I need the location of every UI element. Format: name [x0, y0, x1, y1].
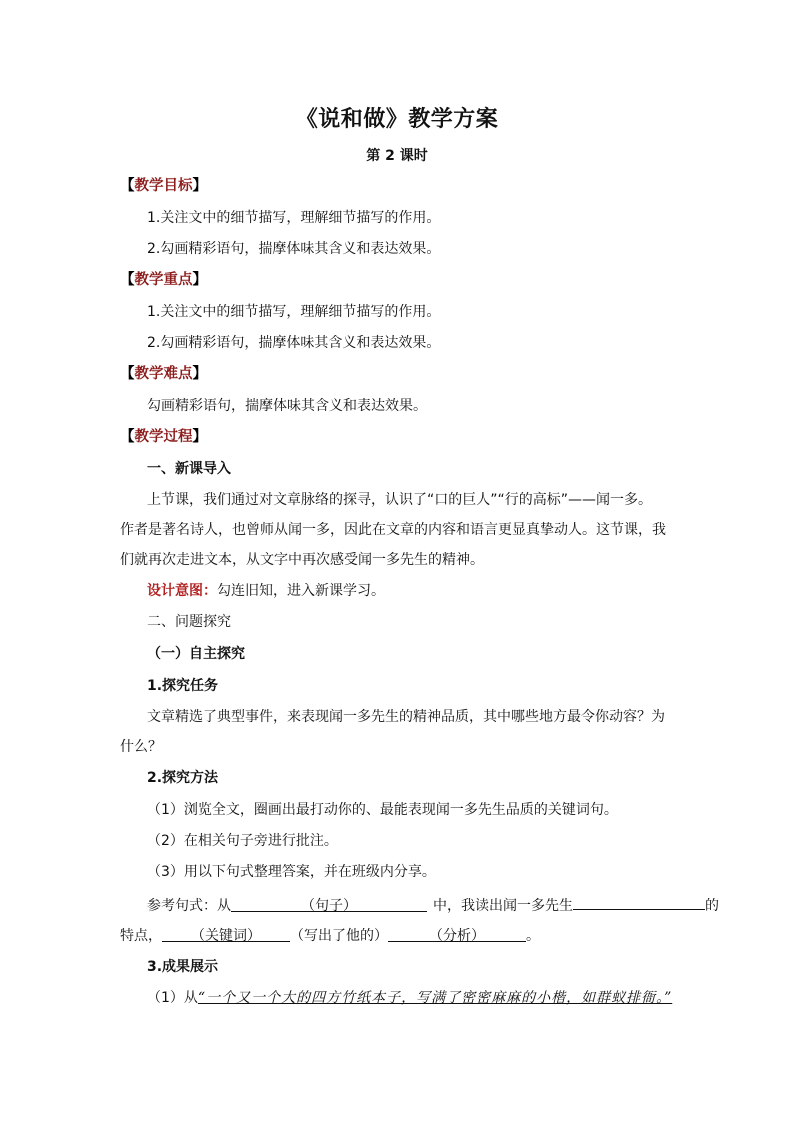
- method-item: （3）用以下句式整理答案，并在班级内分享。: [147, 864, 436, 880]
- section-heading-goal: 【教学目标】: [120, 178, 207, 194]
- quoted-sentence: “一个又一个大的四方竹纸本子，写满了密密麻麻的小楷，如群蚁排衙。”: [197, 990, 673, 1006]
- part1-heading: 一、新课导入: [147, 461, 231, 477]
- goal-item: 1.关注文中的细节描写，理解细节描写的作用。: [147, 210, 441, 226]
- method-heading: 2.探究方法: [147, 770, 219, 786]
- section-heading-difficulty: 【教学难点】: [120, 366, 207, 382]
- method-item: （2）在相关句子旁进行批注。: [147, 833, 338, 849]
- fill-blank: （关键词）: [162, 926, 290, 942]
- lesson-subtitle: 第 2 课时: [366, 148, 428, 164]
- paragraph-line: 上节课，我们通过对文章脉络的探寻，认识了“口的巨人”“行的高标”——闻一多。: [147, 492, 653, 508]
- difficulty-text: 勾画精彩语句，揣摩体味其含义和表达效果。: [147, 398, 427, 414]
- result-heading: 3.成果展示: [147, 959, 219, 975]
- paragraph-line: 们就再次走进文本，从文字中再次感受闻一多先生的精神。: [120, 552, 484, 568]
- goal-item: 2.勾画精彩语句，揣摩体味其含义和表达效果。: [147, 241, 441, 257]
- task-heading: 1.探究任务: [147, 678, 219, 694]
- key-item: 2.勾画精彩语句，揣摩体味其含义和表达效果。: [147, 335, 441, 351]
- paragraph-line: 作者是著名诗人，也曾师从闻一多，因此在文章的内容和语言更显真挚动人。这节课，我: [120, 522, 666, 538]
- section-heading-key: 【教学重点】: [120, 272, 207, 288]
- fill-blank: （句子）: [231, 896, 427, 912]
- task-line: 文章精选了典型事件，来表现闻一多先生的精神品质，其中哪些地方最令你动容？为: [147, 709, 665, 725]
- sentence-pattern-line1: 参考句式：从 （句子） 中，我读出闻一多先生 的: [147, 894, 719, 916]
- sentence-pattern-line2: 特点， （关键词） （写出了他的） （分析） 。: [120, 928, 540, 944]
- task-line: 什么？: [120, 739, 162, 755]
- part2-heading: 二、问题探究: [147, 614, 231, 630]
- design-intent-label: 设计意图：: [147, 583, 217, 599]
- design-intent: 设计意图：勾连旧知，进入新课学习。: [147, 583, 385, 599]
- part2-sub-heading: （一）自主探究: [147, 646, 245, 662]
- result-item: （1）从“一个又一个大的四方竹纸本子，写满了密密麻麻的小楷，如群蚁排衙。”: [147, 990, 673, 1006]
- fill-blank: [573, 894, 705, 910]
- section-heading-process: 【教学过程】: [120, 429, 207, 445]
- method-item: （1）浏览全文，圈画出最打动你的、最能表现闻一多先生品质的关键词句。: [147, 802, 618, 818]
- key-item: 1.关注文中的细节描写，理解细节描写的作用。: [147, 304, 441, 320]
- page-title: 《说和做》教学方案: [295, 107, 499, 132]
- fill-blank: （分析）: [388, 926, 526, 942]
